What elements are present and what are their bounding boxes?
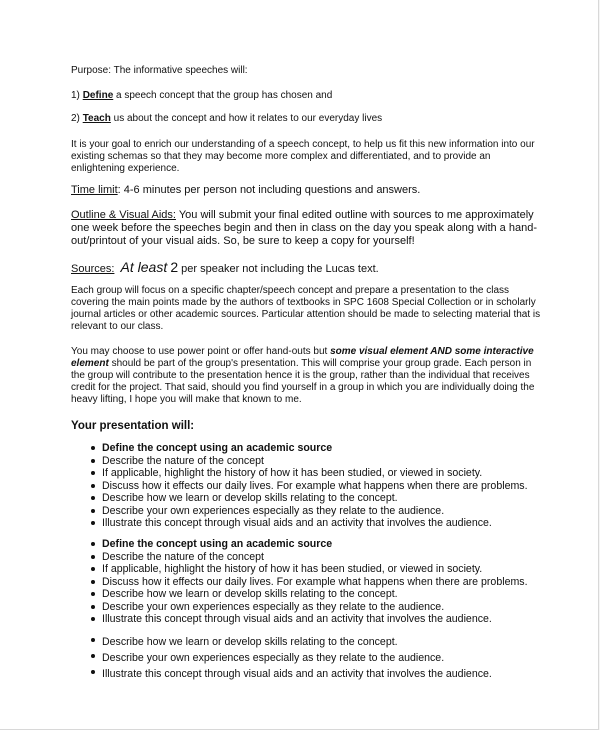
choose-emphasis: some visual element AND some interactive element (71, 346, 534, 369)
teach-keyword: Teach (82, 113, 111, 124)
time-limit-paragraph (71, 184, 546, 197)
outline-paragraph (71, 209, 551, 248)
define-item-number: 1) (71, 90, 80, 101)
choose-text-before: You may choose to use power point or offer hand-outs but (71, 346, 331, 357)
list-item: Describe the nature of the concept (102, 551, 562, 564)
time-limit-text: : 4-6 minutes per person not including questions and answers. (117, 184, 421, 196)
list-item: Illustrate this concept through visual aids and an activity that involves the audience. (102, 666, 562, 682)
at-least-text: At least (120, 259, 168, 275)
list-item: If applicable, highlight the history of how it has been studied, or viewed in society. (102, 467, 562, 480)
list-item: Discuss how it effects our daily lives. For example what happens when there are problems. (102, 480, 562, 493)
list-item: If applicable, highlight the history of how it has been studied, or viewed in society. (102, 563, 562, 576)
sources-paragraph (71, 259, 541, 277)
list-item: Describe your own experiences especially as they relate to the audience. (102, 505, 562, 518)
teach-item (71, 113, 541, 125)
define-keyword: Define (82, 90, 114, 101)
teach-item-number: 2) (71, 113, 80, 124)
focus-paragraph: Each group will focus on a specific chapter/speech concept and prepare a presentation to the class covering the main points made by the authors of textbooks in SPC 1608 Special Collection or in scholarly journal articles or other academic sources. Particular attention should be made to selecting material that is relevant to our class. (71, 285, 541, 332)
list-item: Describe how we learn or develop skills relating to the concept. (102, 588, 562, 601)
presentation-choice-paragraph (71, 346, 544, 406)
sources-label: Sources: (71, 263, 115, 275)
list-item: Describe your own experiences especially as they relate to the audience. (102, 650, 562, 666)
list-item: Define the concept using an academic source (102, 442, 562, 455)
list-item: Illustrate this concept through visual aids and an activity that involves the audience. (102, 517, 562, 530)
list-item: Describe the nature of the concept (102, 455, 562, 468)
list-item: Discuss how it effects our daily lives. For example what happens when there are problems. (102, 576, 562, 589)
teach-item-text: us about the concept and how it relates to our everyday lives (113, 113, 383, 124)
goal-paragraph: It is your goal to enrich our understanding of a speech concept, to help us fit this new information into our existing schemas so that they may become more complex and differentiated, and to provide an enlightening experience. (71, 139, 535, 174)
sources-count: 2 (170, 259, 179, 275)
define-item (71, 90, 541, 102)
define-item-text: a speech concept that the group has chosen and (116, 90, 333, 101)
choose-text-after: should be part of the group's presentation. This will comprise your group grade. Each person in the group will contribute to the presentation hence it is the group, rather than the individual that receives credit for the project. That said, should you find yourself in a group in which you are individually doing the heavy lifting, I hope you will make that known to me. (71, 358, 535, 405)
outline-label: Outline & Visual Aids: (71, 209, 176, 221)
requirements-list-1 (102, 442, 562, 530)
time-limit-label: Time limit (71, 184, 118, 196)
outline-text: You will submit your final edited outline with sources to me approximately one week before the speeches begin and then in class on the day you speak along with a hand-out/printout of your visual aids. So, be sure to keep a copy for yourself! (71, 209, 537, 247)
list-item: Describe how we learn or develop skills relating to the concept. (102, 492, 562, 505)
requirements-list-3 (102, 634, 562, 682)
requirements-list-2 (102, 538, 562, 626)
list-item: Describe how we learn or develop skills relating to the concept. (102, 634, 562, 650)
list-item: Describe your own experiences especially as they relate to the audience. (102, 601, 562, 614)
presentation-heading: Your presentation will: (71, 420, 195, 432)
purpose-line: Purpose: The informative speeches will: (71, 65, 248, 76)
list-item: Define the concept using an academic source (102, 538, 562, 551)
list-item: Illustrate this concept through visual aids and an activity that involves the audience. (102, 613, 562, 626)
sources-text: per speaker not including the Lucas text. (178, 263, 379, 275)
